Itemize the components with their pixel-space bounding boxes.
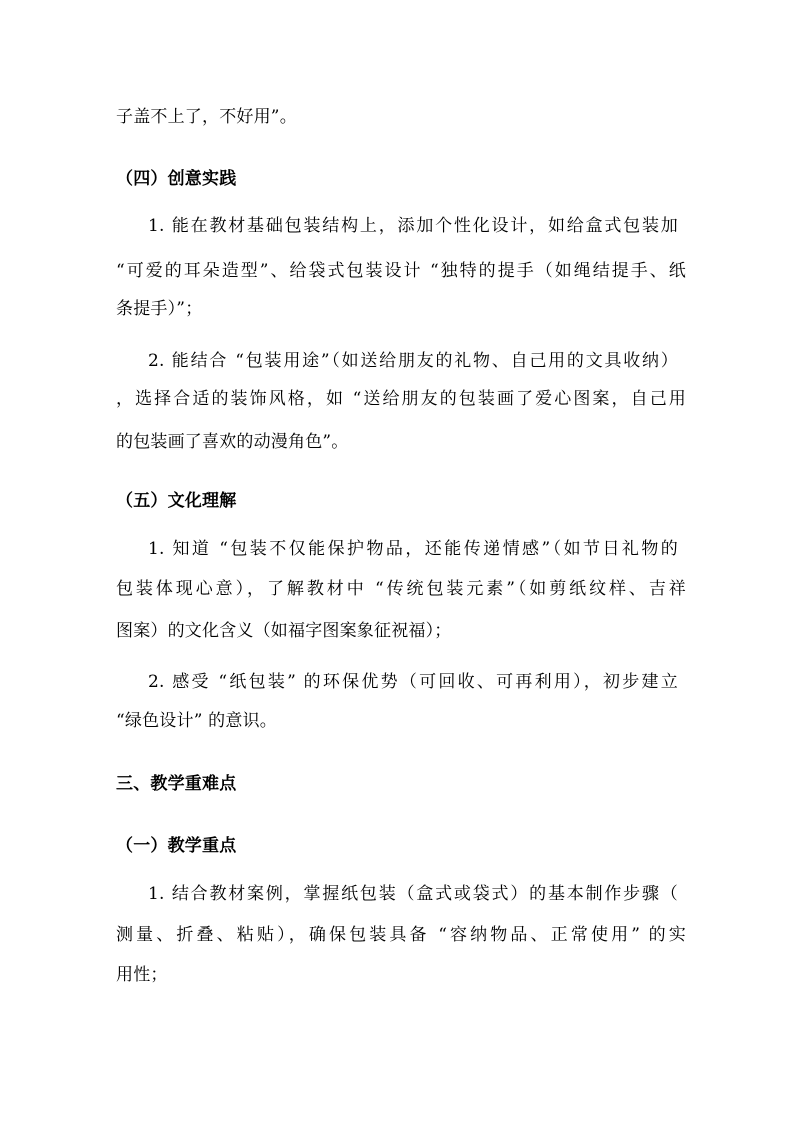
paragraph-line: 1. 知道 “包装不仅能保护物品，还能传递情感”（如节日礼物的 [148, 539, 678, 559]
paragraph-line: 子盖不上了，不好用”。 [116, 107, 297, 127]
paragraph-line: 1. 结合教材案例，掌握纸包装（盒式或袋式）的基本制作步骤（ [148, 884, 678, 904]
paragraph-line: 测量、折叠、粘贴），确保包装具备 “容纳物品、正常使用” 的实 [116, 925, 686, 945]
section-heading-creative-practice: （四）创意实践 [116, 169, 237, 189]
paragraph-line: “可爱的耳朵造型”、给袋式包装设计 “独特的提手（如绳结提手、纸 [116, 261, 686, 281]
paragraph-line: 包装体现心意），了解教材中 “传统包装元素”（如剪纸纹样、吉祥 [116, 579, 686, 599]
paragraph-line: ，选择合适的装饰风格，如 “送给朋友的包装画了爱心图案，自己用 [116, 389, 686, 409]
paragraph-line: 图案）的文化含义（如福字图案象征祝福）； [116, 621, 452, 641]
paragraph-line: 2. 能结合 “包装用途”（如送给朋友的礼物、自己用的文具收纳） [148, 351, 678, 371]
section-heading-cultural-understanding: （五）文化理解 [116, 491, 237, 511]
paragraph-line: 用性； [116, 965, 168, 985]
subsection-heading-teaching-focus: （一）教学重点 [116, 836, 237, 856]
paragraph-line: “绿色设计” 的意识。 [116, 711, 277, 731]
section-heading-teaching-key-points: 三、教学重难点 [116, 774, 237, 794]
paragraph-line: 条提手）”； [116, 299, 203, 319]
paragraph-line: 的包装画了喜欢的动漫角色”。 [116, 432, 349, 452]
paragraph-line: 1. 能在教材基础包装结构上，添加个性化设计，如给盒式包装加 [148, 216, 678, 236]
paragraph-line: 2. 感受 “纸包装” 的环保优势（可回收、可再利用），初步建立 [148, 672, 678, 692]
